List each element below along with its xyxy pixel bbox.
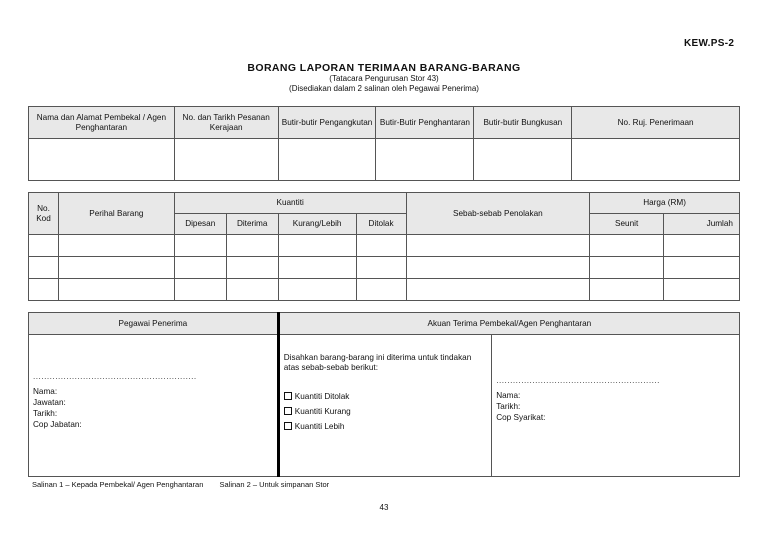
cell[interactable] [29, 279, 59, 301]
check-kuantiti-lebih[interactable] [284, 421, 487, 432]
header-no-kod: No. Kod [29, 193, 59, 235]
cell[interactable] [664, 235, 740, 257]
cell[interactable] [58, 257, 174, 279]
form-subtitle-1: (Tatacara Pengurusan Stor 43) [329, 74, 439, 83]
input-supplier-name[interactable] [29, 139, 175, 181]
cell[interactable] [226, 257, 278, 279]
input-delivery-details[interactable] [376, 139, 474, 181]
check-label: Kuantiti Kurang [294, 406, 351, 416]
checkbox-icon[interactable] [284, 422, 292, 430]
page-number: 43 [379, 503, 389, 512]
input-package-details[interactable] [474, 139, 572, 181]
check-kuantiti-ditolak[interactable] [284, 391, 487, 402]
header-dipesan: Dipesan [174, 214, 226, 235]
cell[interactable] [406, 257, 590, 279]
input-order-no-date[interactable] [174, 139, 278, 181]
items-table [28, 192, 740, 301]
header-pegawai-penerima: Pegawai Penerima [29, 313, 279, 335]
input-receipt-ref-no[interactable] [572, 139, 740, 181]
header-akuan-terima: Akuan Terima Pembekal/Agen Penghantaran [278, 313, 739, 335]
copy-1: Salinan 1 – Kepada Pembekal/ Agen Penghantaran [32, 480, 204, 489]
header-transport-details: Butir-butir Pengangkutan [278, 107, 376, 139]
supplier-details-table [28, 106, 740, 181]
confirmation-text: Disahkan barang-barang ini diterima untuk tindakan atas sebab-sebab berikut: [283, 353, 472, 372]
check-label: Kuantiti Lebih [294, 421, 345, 431]
cell[interactable] [356, 235, 406, 257]
header-harga: Harga (RM) [590, 193, 740, 214]
cell[interactable] [590, 257, 664, 279]
header-order-no-date: No. dan Tarikh Pesanan Kerajaan [174, 107, 278, 139]
cell[interactable] [278, 257, 356, 279]
footer-copies [32, 480, 329, 489]
header-supplier-name: Nama dan Alamat Pembekal / Agen Penghantaran [29, 107, 175, 139]
cell[interactable] [278, 235, 356, 257]
cell[interactable] [590, 235, 664, 257]
header-jumlah: Jumlah [664, 214, 740, 235]
form-code: KEW.PS-2 [684, 38, 735, 49]
checkbox-icon[interactable] [284, 392, 292, 400]
signature-line: ........................................................... [496, 376, 660, 385]
cell[interactable] [406, 279, 590, 301]
field-tarikh: Tarikh: [33, 409, 58, 419]
receiving-officer-cell[interactable] [29, 335, 279, 477]
header-kurang-lebih: Kurang/Lebih [278, 214, 356, 235]
signature-line: ........................................................... [33, 372, 197, 381]
form-title: BORANG LAPORAN TERIMAAN BARANG-BARANG [247, 62, 521, 74]
field-tarikh: Tarikh: [496, 402, 521, 412]
cell[interactable] [664, 279, 740, 301]
check-label: Kuantiti Ditolak [294, 391, 350, 401]
cell[interactable] [278, 279, 356, 301]
cell[interactable] [58, 235, 174, 257]
table-row [29, 235, 740, 257]
field-nama: Nama: [33, 387, 58, 397]
cell[interactable] [58, 279, 174, 301]
field-cop-syarikat: Cop Syarikat: [496, 413, 546, 423]
header-delivery-details: Butir-Butir Penghantaran [376, 107, 474, 139]
supplier-ack-cell[interactable] [492, 335, 740, 477]
cell[interactable] [356, 279, 406, 301]
cell[interactable] [29, 235, 59, 257]
cell[interactable] [29, 257, 59, 279]
cell[interactable] [174, 279, 226, 301]
header-perihal-barang: Perihal Barang [58, 193, 174, 235]
field-nama: Nama: [496, 391, 521, 401]
header-diterima: Diterima [226, 214, 278, 235]
header-sebab-penolakan: Sebab-sebab Penolakan [406, 193, 590, 235]
form-subtitle-2: (Disediakan dalam 2 salinan oleh Pegawai Penerima) [289, 84, 479, 93]
checkbox-icon[interactable] [284, 407, 292, 415]
header-kuantiti: Kuantiti [174, 193, 406, 214]
cell[interactable] [226, 279, 278, 301]
cell[interactable] [590, 279, 664, 301]
copy-2: Salinan 2 – Untuk simpanan Stor [219, 480, 330, 489]
header-package-details: Butir-butir Bungkusan [474, 107, 572, 139]
field-cop-jabatan: Cop Jabatan: [33, 420, 82, 430]
header-receipt-ref-no: No. Ruj. Penerimaan [572, 107, 740, 139]
table-row [29, 257, 740, 279]
cell[interactable] [226, 235, 278, 257]
input-transport-details[interactable] [278, 139, 376, 181]
check-kuantiti-kurang[interactable] [284, 406, 487, 417]
cell[interactable] [356, 257, 406, 279]
cell[interactable] [664, 257, 740, 279]
acknowledgement-table [28, 312, 740, 477]
cell[interactable] [174, 257, 226, 279]
table-row [29, 279, 740, 301]
header-ditolak: Ditolak [356, 214, 406, 235]
field-jawatan: Jawatan: [33, 398, 66, 408]
confirmation-cell [278, 335, 491, 477]
header-seunit: Seunit [590, 214, 664, 235]
cell[interactable] [174, 235, 226, 257]
cell[interactable] [406, 235, 590, 257]
